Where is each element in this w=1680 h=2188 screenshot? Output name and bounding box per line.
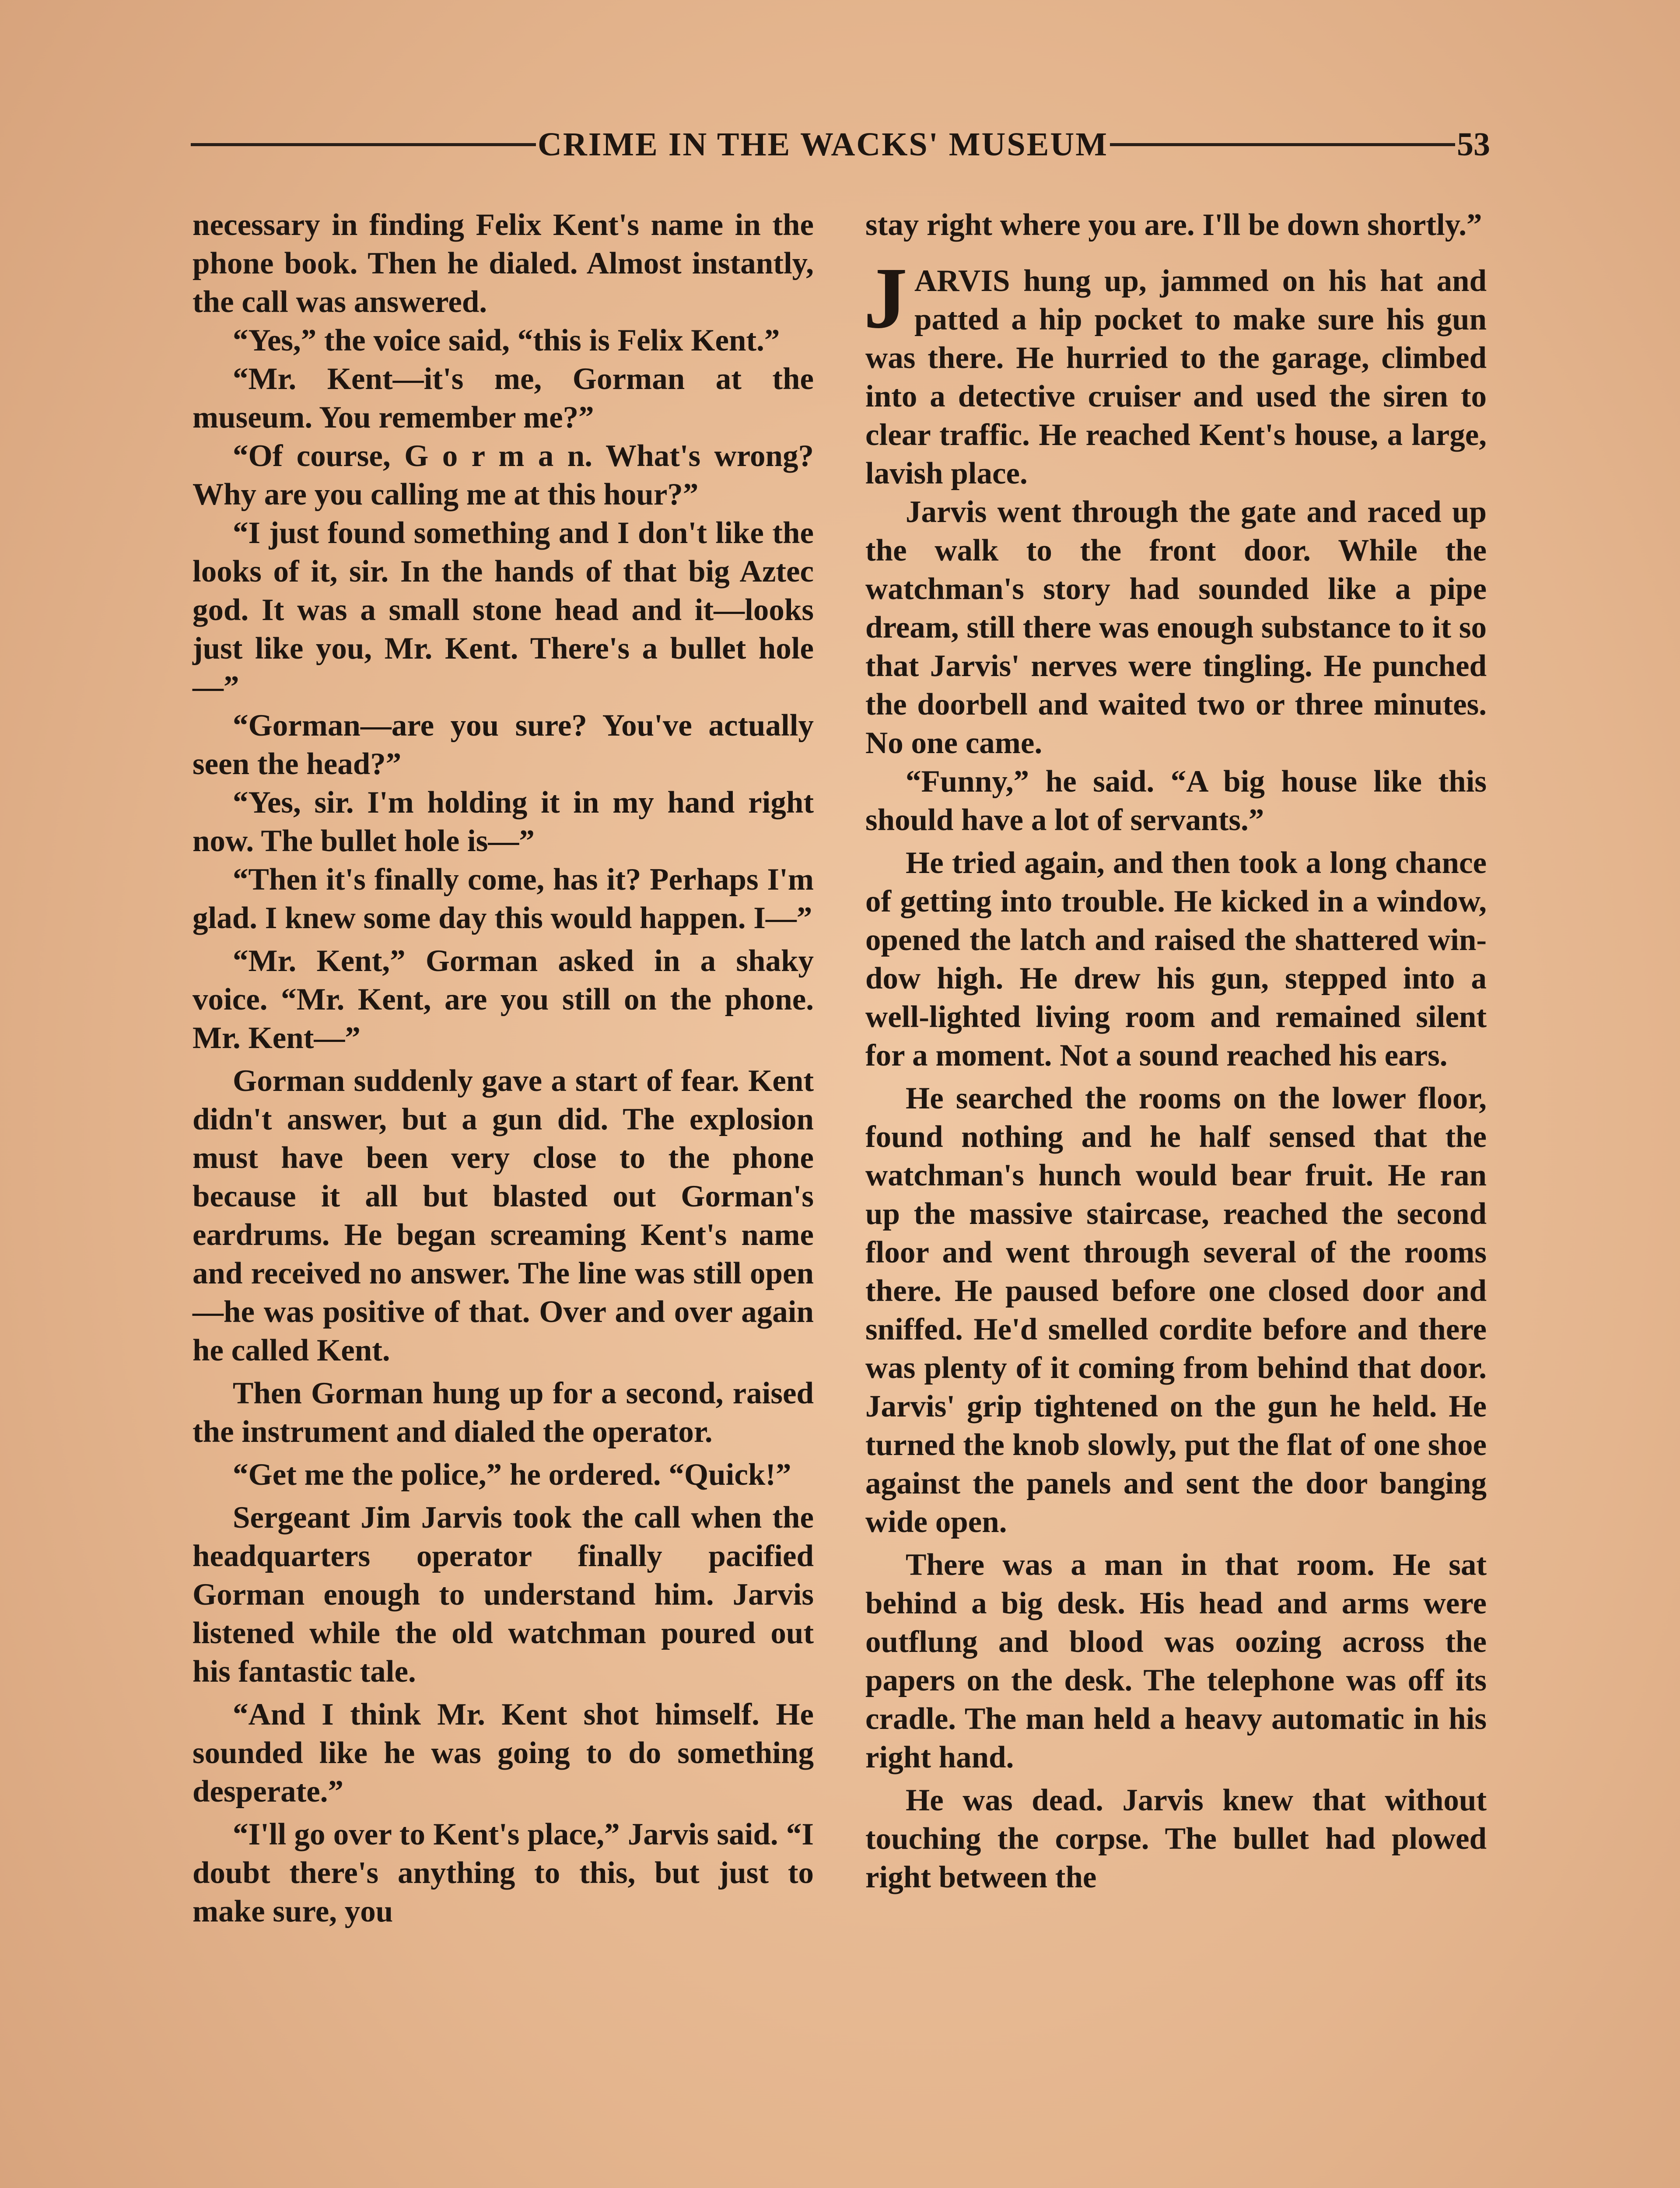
paragraph-text: ARVIS hung up, jammed on his hat and patted a hip pocket to make sure his gun was there. He hurried to the garage, climbed into a detective cruiser and used the siren to clear traffic. He reached Kent's house, a large, lavish place. <box>865 264 1487 491</box>
running-header <box>191 125 1490 164</box>
paragraph: “Funny,” he said. “A big house like this should have a lot of servants.” <box>865 764 1487 837</box>
paragraph: “Mr. Kent,” Gorman asked in a shaky voice. “Mr. Kent, are you still on the phone. Mr. Kent—” <box>192 944 814 1055</box>
paragraph: “Yes, sir. I'm holding it in my hand right now. The bullet hole is—” <box>192 785 814 858</box>
paragraph: “I just found something and I don't like the looks of it, sir. In the hands of that big Aztec god. It was a small stone head and it—looks just like you, Mr. Kent. There's a bullet hole—” <box>192 516 814 704</box>
paragraph: “Then it's finally come, has it? Perhaps I'm glad. I knew some day this would happen. I—” <box>192 863 814 935</box>
paragraph: Gorman suddenly gave a start of fear. Kent didn't answer, but a gun did. The explosion must have been very close to the phone because it all but blasted out Gorman's eardrums. He began screaming Kent's name and received no answer. The line was still open—he was positive of that. Over and over again he called Kent. <box>192 1064 814 1368</box>
header-rule-right <box>1110 143 1455 146</box>
story-title: CRIME IN THE WACKS' MUSEUM <box>537 126 1109 163</box>
paragraph: “Yes,” the voice said, “this is Felix Kent.” <box>233 323 780 358</box>
paragraph: “And I think Mr. Kent shot himself. He sounded like he was going to do something desperate.” <box>192 1697 814 1809</box>
drop-cap: J <box>864 250 907 347</box>
right-column <box>865 206 1487 1897</box>
left-column <box>192 206 814 1931</box>
paragraph: There was a man in that room. He sat behind a big desk. His head and arms were outflung and blood was oozing across the papers on the desk. The telephone was off its cradle. The man held a heavy automatic in his right hand. <box>865 1548 1487 1774</box>
page-number: 53 <box>1457 126 1490 163</box>
paragraph: He searched the rooms on the lower floor, found nothing and he half sensed that the watchman's hunch would bear fruit. He ran up the massive staircase, reached the second floor and went through several of the rooms there. He paused before one closed door and sniffed. He'd smelled cordite before and there was plenty of it coming from behind that door. Jarvis' grip tightened on the gun he held. He turned the knob slowly, put the flat of one shoe against the panels and sent the door banging wide open. <box>865 1081 1487 1539</box>
paragraph: “Mr. Kent—it's me, Gorman at the museum. You remember me?” <box>192 362 814 435</box>
paragraph: Then Gorman hung up for a second, raised the instrument and dialed the operator. <box>192 1376 814 1449</box>
paragraph: stay right where you are. I'll be down shortly.” <box>865 208 1482 242</box>
section-opening-paragraph <box>864 250 1487 493</box>
paragraph: He was dead. Jarvis knew that without touching the corpse. The bullet had plowed right between the <box>865 1783 1487 1894</box>
paragraph: Sergeant Jim Jarvis took the call when the headquarters operator finally pacified Gorman enough to understand him. Jarvis listened while the old watchman poured out his fantastic tale. <box>192 1501 814 1689</box>
paragraph: Jarvis went through the gate and raced up the walk to the front door. While the watchman's story had sounded like a pipe dream, still there was enough substance to it so that Jarvis' nerves were tingling. He punched the doorbell and waited two or three minutes. No one came. <box>865 495 1487 760</box>
header-rule-left <box>191 143 536 146</box>
paragraph: necessary in finding Felix Kent's name in the phone book. Then he dialed. Almost instantly, the call was answered. <box>192 208 814 319</box>
paragraph: “Of course, G o r m a n. What's wrong? Why are you calling me at this hour?” <box>192 439 814 512</box>
paragraph: He tried again, and then took a long chance of getting into trouble. He kicked in a window, opened the latch and raised the shattered window high. He drew his gun, stepped into a well-lighted living room and remained silent for a moment. Not a sound reached his ears. <box>865 846 1487 1073</box>
paragraph: “I'll go over to Kent's place,” Jarvis said. “I doubt there's anything to this, but just to make sure, you <box>192 1817 814 1929</box>
paragraph: “Gorman—are you sure? You've actually seen the head?” <box>192 708 814 781</box>
paragraph: “Get me the police,” he ordered. “Quick!” <box>233 1458 791 1492</box>
